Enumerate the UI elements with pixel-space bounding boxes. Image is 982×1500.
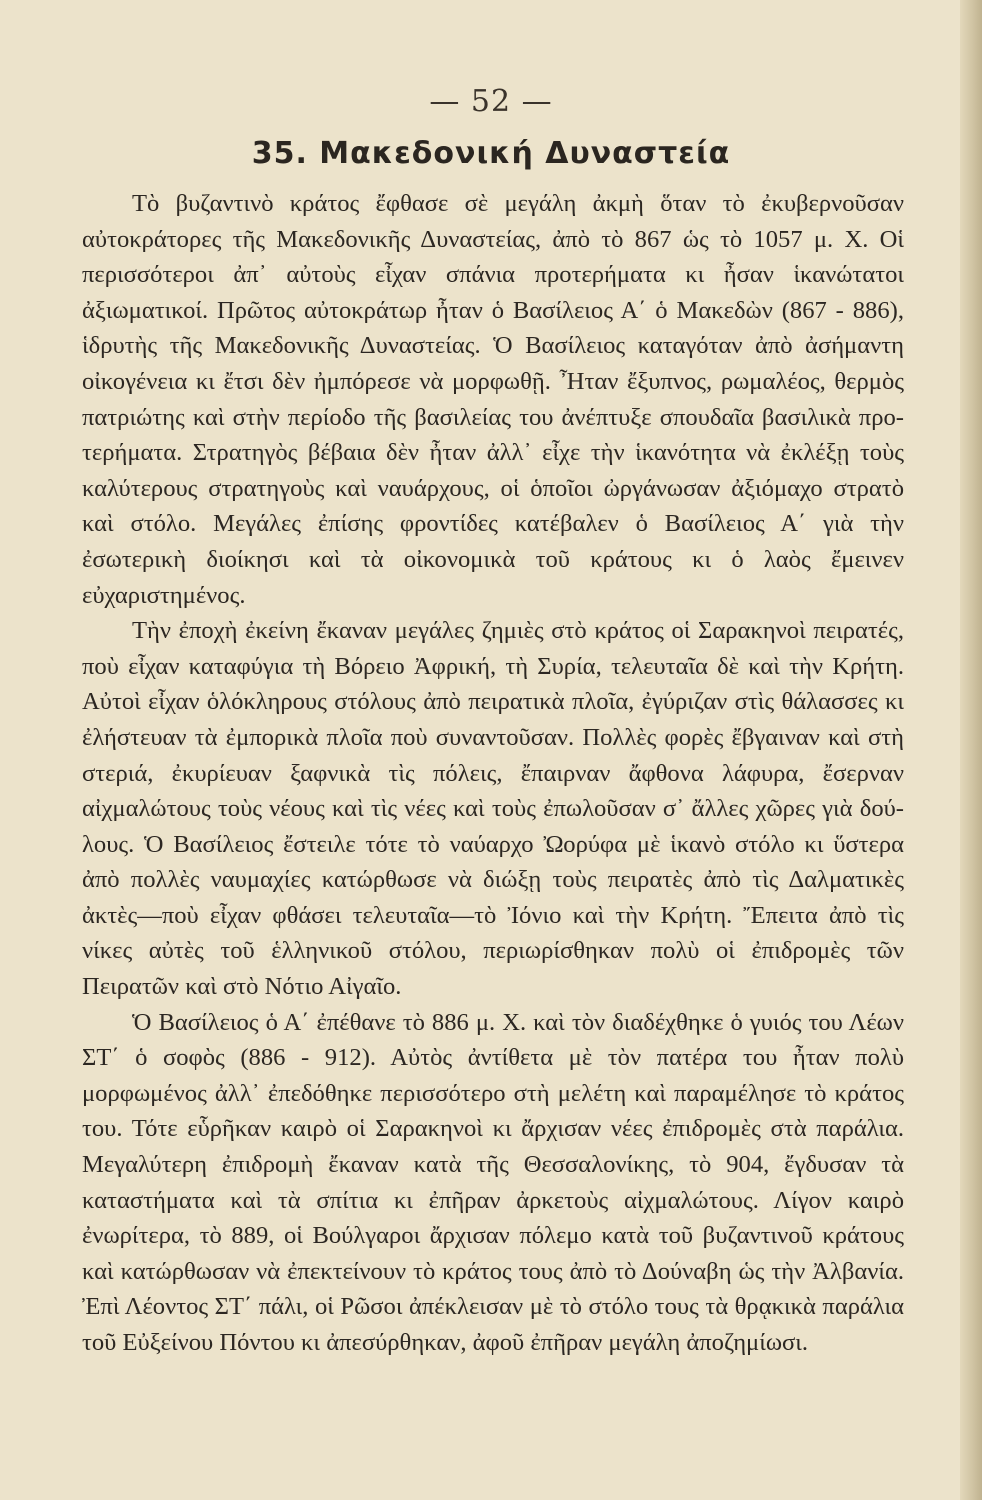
paragraph-2: Τὴν ἐποχὴ ἐκείνη ἔκαναν μεγάλες ζημιὲς στὸ κράτος οἱ Σαρακηνοὶ πειρατές, ποὺ εἶχαν καταφύγια τὴ Βόρειο Ἀφρική, τὴ Συρία, τελευταῖα δὲ καὶ τὴν Κρήτη. Αὐτοὶ εἶχαν ὁλόκληρους στόλους ἀπὸ πειρατικὰ πλοῖα, ἐγύριζαν στὶς θάλασσες κι ἐλήστευαν τὰ ἐμπορικὰ πλοῖα ποὺ συναντοῦσαν. Πολλὲς φορὲς ἔβγαιναν καὶ στὴ στεριά, ἐκυρίευαν ξαφνικὰ τὶς πόλεις, ἔπαιρναν ἄφθονα λάφυρα, ἔσερναν αἰχμαλώτους τοὺς νέους καὶ τὶς νέες καὶ τοὺς ἐπωλοῦσαν σ᾽ ἄλλες χῶρες γιὰ δούλους. Ὁ Βασίλειος ἔστειλε τότε τὸ ναύαρχο Ὠορύφα μὲ ἱκανὸ στόλο κι ὕστερα ἀπὸ πολλὲς ναυμαχίες κατώρθωσε νὰ διώξῃ τοὺς πειρατὲς ἀπὸ τὶς Δαλματικὲς ἀκτὲς—ποὺ εἶχαν φθάσει τελευταῖα—τὸ Ἰόνιο καὶ τὴν Κρήτη. Ἔπειτα ἀπὸ τὶς νίκες αὐτὲς τοῦ ἑλληνικοῦ στόλου, περιωρίσθηκαν πολὺ οἱ ἐπιδρομὲς τῶν Πειρατῶν καὶ στὸ Νότιο Αἰγαῖο.	[82, 617, 904, 1001]
page-edge	[960, 0, 982, 1500]
chapter-title: 35. Μακεδονική Δυναστεία	[251, 136, 731, 171]
page-number: — 52 —	[429, 84, 553, 119]
paragraph-3: Ὁ Βασίλειος ὁ Α΄ ἐπέθανε τὸ 886 μ. Χ. καὶ τὸν διαδέχθηκε ὁ γυιός του Λέων ΣΤ΄ ὁ σοφὸς (886 - 912). Αὐτὸς ἀντίθετα μὲ τὸν πατέρα του ἦταν πολὺ μορφωμένος ἀλλ᾽ ἐπεδόθηκε περισσότερο στὴ μελέτη καὶ παραμέλησε τὸ κράτος του. Τότε εὗρῆκαν καιρὸ οἱ Σαρακηνοὶ κι ἄρχισαν νέες ἐπιδρομὲς στὰ παράλια. Μεγαλύτερη ἐπιδρομὴ ἔκαναν κατὰ τῆς Θεσσαλονίκης, τὸ 904, ἔγδυσαν τὰ καταστήματα καὶ τὰ σπίτια κι ἐπῆραν ἀρκετοὺς αἰχμαλώτους. Λίγον καιρὸ ἐνωρίτερα, τὸ 889, οἱ Βούλγαροι ἄρχισαν πόλεμο κατὰ τοῦ βυζαντινοῦ κράτους καὶ κατώρθωσαν νὰ ἐπεκτείνουν τὸ κράτος τους ἀπὸ τὸ Δούναβη ὡς τὴν Ἀλβανία. Ἐπὶ Λέοντος ΣΤ΄ πάλι, οἱ Ρῶσοι ἀπέκλεισαν μὲ τὸ στόλο τους τὰ θρᾳκικὰ παράλια τοῦ Εὐξείνου Πόντου κι ἀπεσύρθηκαν, ἀφοῦ ἐπῆραν μεγάλη ἀποζημίωσι.	[82, 1008, 904, 1356]
paragraph-1: Τὸ βυζαντινὸ κράτος ἔφθασε σὲ μεγάλη ἀκμὴ ὅταν τὸ ἐκυβερνοῦσαν αὐτοκράτορες τῆς Μακεδονικῆς Δυναστείας, ἀπὸ τὸ 867 ὡς τὸ 1057 μ. Χ. Οἱ περισσότεροι ἀπ᾽ αὐτοὺς εἶχαν σπάνια προτερήματα κι ἦσαν ἱκανώτατοι ἀξιωματικοί. Πρῶτος αὐτοκράτωρ ἦταν ὁ Βασίλειος Α΄ ὁ Μακεδὼν (867 - 886), ἱδρυτὴς τῆς Μακεδονικῆς Δυναστείας. Ὁ Βασίλειος καταγόταν ἀπὸ ἀσήμαντη οἰκογένεια κι ἔτσι δὲν ἠμπόρεσε νὰ μορφωθῇ. Ἦταν ἔξυπνος, ρωμαλέος, θερμὸς πατριώτης καὶ στὴν περίοδο τῆς βασιλείας του ἀνέπτυξε σπουδαῖα βασιλικὰ προτερήματα. Στρατηγὸς βέβαια δὲν ἦταν ἀλλ᾽ εἶχε τὴν ἱκανότητα νὰ ἐκλέξῃ τοὺς καλύτερους στρατηγοὺς καὶ ναυάρχους, οἱ ὁποῖοι ὠργάνωσαν ἀξιόμαχο στρατὸ καὶ στόλο. Μεγάλες ἐπίσης φροντίδες κατέβαλεν ὁ Βασίλειος Α΄ γιὰ τὴν ἐσωτερικὴ διοίκησι καὶ τὰ οἰκονομικὰ τοῦ κράτους κι ὁ λαὸς ἔμεινεν εὐχαριστημένος.	[82, 190, 904, 609]
body-text	[82, 186, 904, 1361]
